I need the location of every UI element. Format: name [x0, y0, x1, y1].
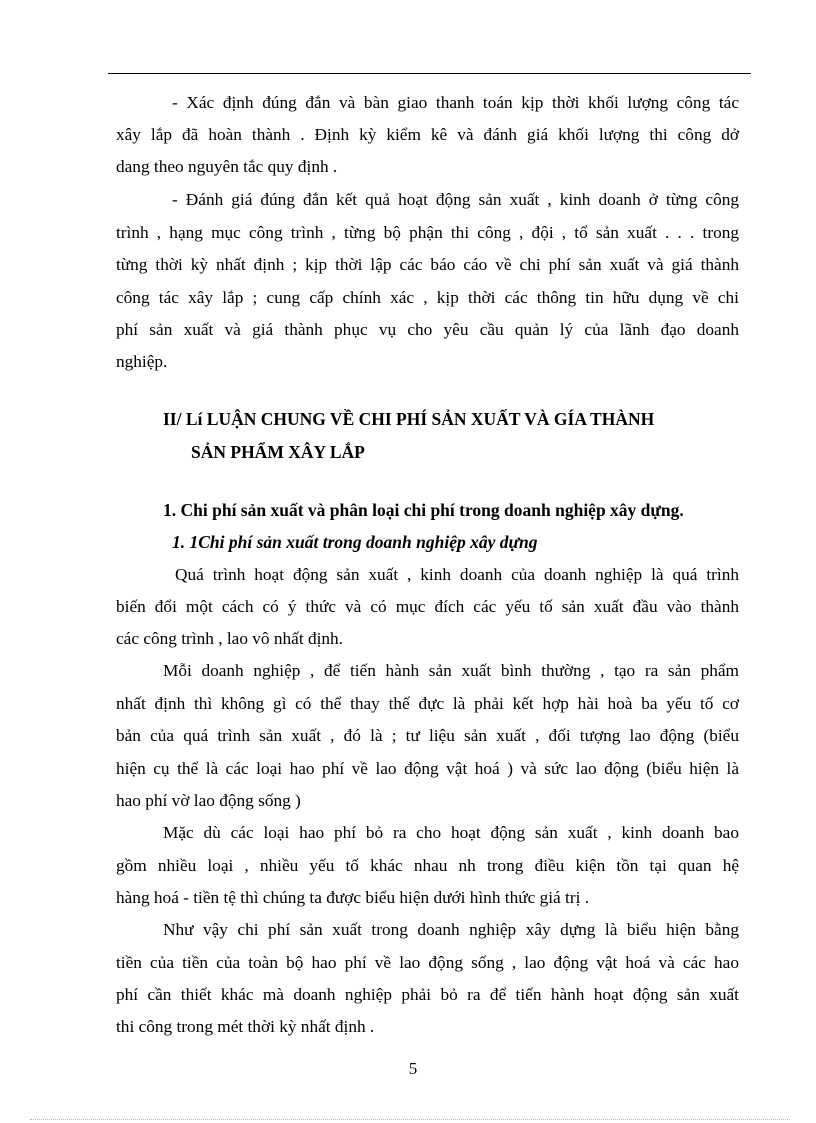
page-bottom-border — [30, 1119, 790, 1120]
paragraph4-line: Mỗi doanh nghiệp , để tiến hành sản xuất bình thường , tạo ra sản phẩm — [163, 661, 739, 680]
paragraph4-line: hao phí vờ lao động sống ) — [116, 791, 301, 810]
paragraph5-line: hàng hoá - tiền tệ thì chúng ta được biểu hiện dưới hình thức giá trị . — [116, 888, 590, 907]
paragraph2-line: phí sản xuất và giá thành phục vụ cho yêu cầu quản lý của lãnh đạo doanh — [116, 320, 739, 339]
paragraph6-line: thi công trong mét thời kỳ nhất định . — [116, 1017, 375, 1036]
paragraph1-line: xây lắp đã hoàn thành . Định kỳ kiểm kê và đánh giá khối lượng thi công dở — [116, 125, 739, 144]
paragraph5-line: Mặc dù các loại hao phí bỏ ra cho hoạt động sản xuất , kinh doanh bao — [163, 823, 739, 842]
paragraph1-line: - Xác định đúng đắn và bàn giao thanh toán kịp thời khối lượng công tác — [172, 93, 739, 112]
section-heading-line2: SẢN PHẨM XÂY LẮP — [191, 442, 365, 462]
section-heading-line1: II/ Lí LUẬN CHUNG VỀ CHI PHÍ SẢN XUẤT VÀ GÍA THÀNH — [163, 409, 655, 429]
paragraph2-line: từng thời kỳ nhất định ; kịp thời lập các báo cáo về chi phí sản xuất và giá thành — [116, 255, 739, 274]
paragraph3-line: các công trình , lao vô nhất định. — [116, 629, 343, 648]
paragraph2-line: trình , hạng mục công trình , từng bộ phận thi công , đội , tổ sản xuất . . . trong — [116, 223, 739, 242]
heading-1: 1. Chi phí sản xuất và phân loại chi phí trong doanh nghiệp xây dựng. — [163, 500, 684, 520]
paragraph4-line: hiện cụ thể là các loại hao phí về lao động vật hoá ) và sức lao động (biểu hiện là — [116, 759, 739, 778]
paragraph3-line: Quá trình hoạt động sản xuất , kinh doanh của doanh nghiệp là quá trình — [175, 565, 739, 584]
paragraph1-line: dang theo nguyên tắc quy định . — [116, 157, 338, 176]
paragraph2-line: nghiệp. — [116, 352, 168, 371]
paragraph2-line: - Đánh giá đúng đắn kết quả hoạt động sản xuất , kinh doanh ở từng công — [172, 190, 739, 209]
paragraph6-line: phí cần thiết khác mà doanh nghiệp phải bỏ ra để tiến hành hoạt động sản xuất — [116, 985, 739, 1004]
header-rule — [108, 73, 751, 74]
paragraph4-line: nhất định thì không gì có thể thay thế đực là phải kết hợp hài hoà ba yếu tố cơ — [116, 694, 739, 713]
paragraph4-line: bản của quá trình sản xuất , đó là ; tư liệu sản xuất , đối tượng lao động (biểu — [116, 726, 739, 745]
paragraph5-line: gồm nhiều loại , nhiều yếu tố khác nhau nh trong điều kiện tồn tại quan hệ — [116, 856, 739, 875]
paragraph6-line: Như vậy chi phí sản xuất trong doanh nghiệp xây dựng là biểu hiện bằng — [163, 920, 739, 939]
heading-1-1: 1. 1Chi phí sản xuất trong doanh nghiệp xây dựng — [172, 532, 538, 552]
paragraph2-line: công tác xây lắp ; cung cấp chính xác , kịp thời các thông tin hữu dụng về chi — [116, 288, 739, 307]
paragraph6-line: tiền của tiền của toàn bộ hao phí về lao động sống , lao động vật hoá và các hao — [116, 953, 739, 972]
paragraph3-line: biến đổi một cách có ý thức và có mục đích các yếu tố sản xuất đầu vào thành — [116, 597, 739, 616]
page-number: 5 — [408, 1059, 418, 1078]
